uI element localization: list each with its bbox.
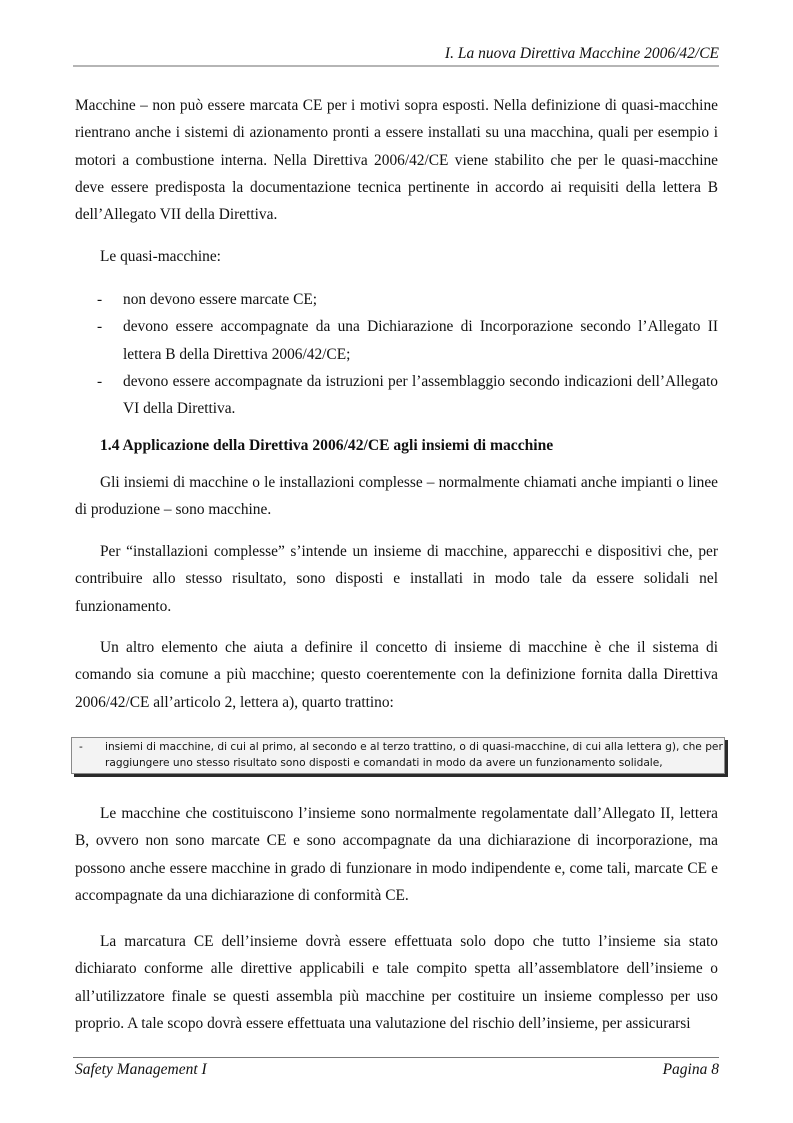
page-number: Pagina 8	[662, 1061, 719, 1078]
paragraph-sistema-comando	[75, 634, 718, 716]
paragraph-text: Per “installazioni complesse” s’intende un insieme di macchine, apparecchi e dispositivi che, per contribuire allo stesso risultato, sono disposti e installati in modo tale da essere solidali nel funzionamento.	[75, 543, 718, 615]
paragraph-text: Le macchine che costituiscono l’insieme sono normalmente regolamentate dall’Allegato II, lettera B, ovvero non sono marcate CE e sono accompagnate da una dichiarazione di incorporazione, ma possono anche essere macchine in grado di funzionare in modo indipendente e, come tali, marcate CE e accompagnate da una dichiarazione di conformità CE.	[75, 805, 718, 904]
dash-bullet: -	[97, 291, 103, 308]
list-item-text: non devono essere marcate CE;	[123, 291, 318, 308]
paragraph-marcatura-ce	[75, 928, 718, 1037]
directive-quote-box	[71, 737, 725, 774]
paragraph-macchine-insieme	[75, 800, 718, 909]
section-heading: 1.4 Applicazione della Direttiva 2006/42/CE agli insiemi di macchine	[100, 437, 554, 454]
list-item	[75, 368, 718, 423]
dash-bullet: -	[97, 318, 103, 336]
list-item	[75, 286, 718, 313]
header-rule	[73, 65, 719, 67]
bullet-list	[75, 286, 718, 422]
paragraph-text: La marcatura CE dell’insieme dovrà essere effettuata solo dopo che tutto l’insieme sia stato dichiarato conforme alle direttive applicabili e tale compito spetta all’assemblatore dell’insieme o all’utilizzatore finale se questi assembla più macchine per costituire un insieme complesso per uso proprio. A tale scopo dovrà essere effettuata una valutazione del rischio dell’insieme, per assicurarsi	[75, 933, 718, 1032]
list-item	[75, 313, 718, 368]
directive-quote-text: insiemi di macchine, di cui al primo, al secondo e al terzo trattino, o di quasi-macchine, di cui alla lettera g), che per raggiungere uno stesso risultato sono disposti e comandati in modo da avere un funzionamento solidale,	[105, 741, 723, 769]
paragraph-insiemi	[75, 469, 718, 524]
paragraph-text: Gli insiemi di macchine o le installazioni complesse – normalmente chiamati anche impianti o linee di produzione – sono macchine.	[75, 474, 718, 519]
list-item-text: devono essere accompagnate da istruzioni per l’assemblaggio secondo indicazioni dell’Allegato VI della Direttiva.	[123, 372, 718, 418]
list-intro	[75, 243, 718, 270]
paragraph-quasi-macchine-definition: Macchine – non può essere marcata CE per i motivi sopra esposti. Nella definizione di quasi-macchine rientrano anche i sistemi di azionamento pronti a essere installati su una macchina, quali per esempio i motori a combustione interna. Nella Direttiva 2006/42/CE viene stabilito che per le quasi-macchine deve essere predisposta la documentazione tecnica pertinente in accordo ai requisiti della lettera B dell’Allegato VII della Direttiva.	[75, 97, 718, 224]
paragraph-installazioni-complesse	[75, 538, 718, 620]
footer-document-title: Safety Management I	[75, 1061, 207, 1078]
list-intro-text: Le quasi-macchine:	[100, 248, 221, 265]
dash-bullet: -	[79, 741, 83, 753]
footer-rule	[73, 1057, 719, 1058]
running-header: I. La nuova Direttiva Macchine 2006/42/CE	[444, 45, 719, 62]
dash-bullet: -	[97, 372, 103, 390]
list-item-text: devono essere accompagnate da una Dichiarazione di Incorporazione secondo l’Allegato II lettera B della Direttiva 2006/42/CE;	[123, 318, 718, 363]
paragraph-text: Un altro elemento che aiuta a definire il concetto di insieme di macchine è che il sistema di comando sia comune a più macchine; questo coerentemente con la definizione fornita dalla Direttiva 2006/42/CE all’articolo 2, lettera a), quarto trattino:	[75, 639, 718, 711]
